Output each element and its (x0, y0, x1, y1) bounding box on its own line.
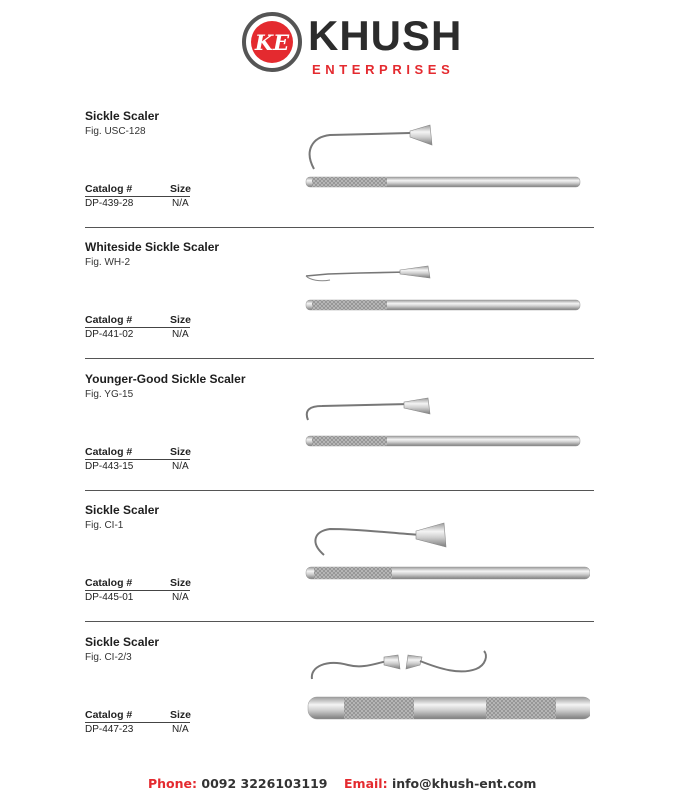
instrument-image (300, 109, 590, 199)
instrument-image (300, 372, 590, 462)
product-fig: Fig. WH-2 (85, 257, 130, 268)
footer-phone (148, 776, 328, 791)
product-section (0, 372, 689, 504)
email-label: Email: (344, 776, 388, 791)
instrument-image (300, 240, 590, 330)
logo-mark-text: KE (254, 30, 290, 55)
product-title: Sickle Scaler (85, 109, 160, 123)
product-fig: Fig. CI-1 (85, 520, 124, 531)
section-divider (85, 490, 594, 491)
label-underline (85, 722, 190, 723)
size-value: N/A (172, 198, 189, 209)
size-value: N/A (172, 329, 189, 340)
catalog-number: DP-445-01 (85, 592, 134, 603)
product-fig: Fig. CI-2/3 (85, 652, 132, 663)
catalog-label: Catalog # (85, 446, 133, 458)
product-title: Younger-Good Sickle Scaler (85, 372, 246, 386)
footer-email (344, 776, 536, 791)
catalog-number: DP-439-28 (85, 198, 134, 209)
phone-label: Phone: (148, 776, 198, 791)
catalog-label: Catalog # (85, 709, 133, 721)
catalog-label: Catalog # (85, 577, 133, 589)
product-section (0, 503, 689, 635)
instrument-image (300, 503, 590, 593)
company-name: KHUSH (308, 12, 463, 59)
label-underline (85, 459, 190, 460)
size-label: Size (170, 709, 192, 721)
catalog-number: DP-441-02 (85, 329, 134, 340)
section-divider (85, 227, 594, 228)
size-label: Size (170, 183, 192, 195)
company-subtitle: ENTERPRISES (312, 62, 455, 77)
product-section (0, 109, 689, 241)
product-title: Sickle Scaler (85, 635, 160, 649)
logo-emblem (242, 12, 302, 72)
label-underline (85, 196, 190, 197)
size-value: N/A (172, 461, 189, 472)
product-title: Sickle Scaler (85, 503, 160, 517)
section-divider (85, 358, 594, 359)
product-section (0, 635, 689, 767)
label-underline (85, 590, 190, 591)
product-title: Whiteside Sickle Scaler (85, 240, 220, 254)
catalog-label: Catalog # (85, 183, 133, 195)
catalog-label: Catalog # (85, 314, 133, 326)
catalog-number: DP-447-23 (85, 724, 134, 735)
product-fig: Fig. YG-15 (85, 389, 134, 400)
section-divider (85, 621, 594, 622)
size-value: N/A (172, 724, 189, 735)
product-fig: Fig. USC-128 (85, 126, 146, 137)
size-label: Size (170, 314, 192, 326)
instrument-image (300, 635, 590, 730)
label-underline (85, 327, 190, 328)
catalog-number: DP-443-15 (85, 461, 134, 472)
size-value: N/A (172, 592, 189, 603)
email-address[interactable]: info@khush-ent.com (391, 776, 537, 791)
product-section (0, 240, 689, 372)
size-label: Size (170, 577, 192, 589)
phone-number[interactable]: 0092 3226103119 (201, 776, 328, 791)
size-label: Size (170, 446, 192, 458)
company-logo (242, 12, 463, 78)
